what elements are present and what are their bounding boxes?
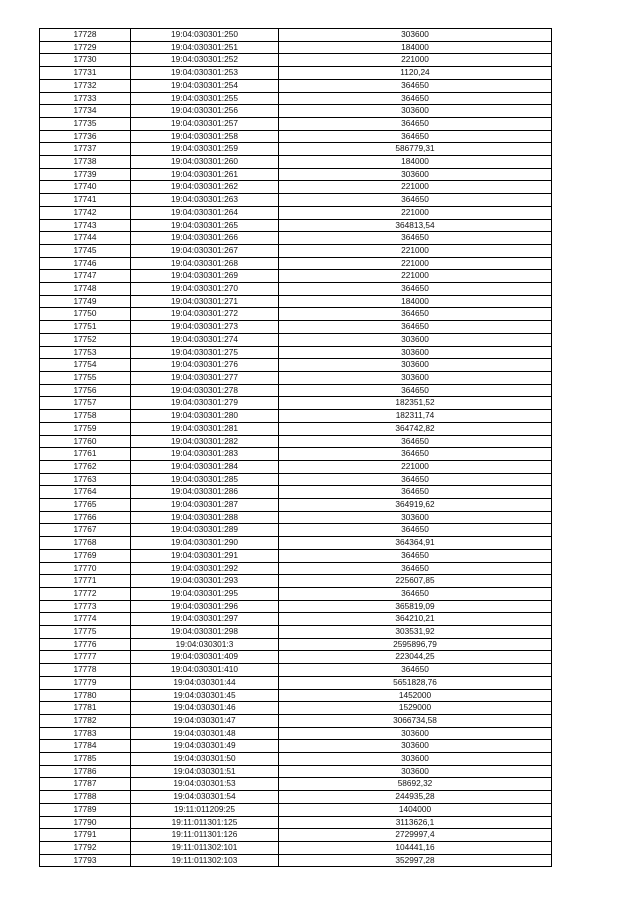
table-row xyxy=(40,117,552,130)
cadastral-number-cell: 19:04:030301:255 xyxy=(131,92,279,105)
value-cell: 364650 xyxy=(279,117,552,130)
value-cell: 303600 xyxy=(279,168,552,181)
table-row xyxy=(40,333,552,346)
table-row xyxy=(40,219,552,232)
cadastral-number-cell: 19:04:030301:251 xyxy=(131,41,279,54)
row-number-cell: 17788 xyxy=(40,791,131,804)
row-number-cell: 17739 xyxy=(40,168,131,181)
value-cell: 221000 xyxy=(279,54,552,67)
value-cell: 1120,24 xyxy=(279,67,552,80)
value-cell: 182351,52 xyxy=(279,397,552,410)
table-row xyxy=(40,270,552,283)
row-number-cell: 17781 xyxy=(40,702,131,715)
value-cell: 364650 xyxy=(279,79,552,92)
row-number-cell: 17778 xyxy=(40,664,131,677)
cadastral-number-cell: 19:04:030301:272 xyxy=(131,308,279,321)
value-cell: 5651828,76 xyxy=(279,676,552,689)
table-row xyxy=(40,244,552,257)
row-number-cell: 17755 xyxy=(40,371,131,384)
table-row xyxy=(40,460,552,473)
value-cell: 364650 xyxy=(279,549,552,562)
cadastral-number-cell: 19:04:030301:297 xyxy=(131,613,279,626)
table-row xyxy=(40,435,552,448)
cadastral-number-cell: 19:04:030301:283 xyxy=(131,448,279,461)
table-row xyxy=(40,105,552,118)
table-row xyxy=(40,130,552,143)
row-number-cell: 17753 xyxy=(40,346,131,359)
cadastral-number-cell: 19:11:011302:101 xyxy=(131,842,279,855)
table-row xyxy=(40,321,552,334)
cadastral-number-cell: 19:04:030301:280 xyxy=(131,410,279,423)
value-cell: 364650 xyxy=(279,321,552,334)
cadastral-number-cell: 19:04:030301:275 xyxy=(131,346,279,359)
table-row xyxy=(40,524,552,537)
cadastral-number-cell: 19:04:030301:258 xyxy=(131,130,279,143)
value-cell: 586779,31 xyxy=(279,143,552,156)
cadastral-number-cell: 19:04:030301:252 xyxy=(131,54,279,67)
value-cell: 364650 xyxy=(279,384,552,397)
value-cell: 364650 xyxy=(279,92,552,105)
table-row xyxy=(40,626,552,639)
value-cell: 303600 xyxy=(279,753,552,766)
value-cell: 364364,91 xyxy=(279,537,552,550)
value-cell: 3066734,58 xyxy=(279,714,552,727)
value-cell: 221000 xyxy=(279,206,552,219)
value-cell: 303600 xyxy=(279,511,552,524)
table-row xyxy=(40,156,552,169)
table-row xyxy=(40,41,552,54)
cadastral-number-cell: 19:04:030301:270 xyxy=(131,283,279,296)
row-number-cell: 17745 xyxy=(40,244,131,257)
row-number-cell: 17741 xyxy=(40,194,131,207)
value-cell: 365819,09 xyxy=(279,600,552,613)
table-row xyxy=(40,549,552,562)
cadastral-number-cell: 19:04:030301:271 xyxy=(131,295,279,308)
table-row xyxy=(40,727,552,740)
row-number-cell: 17751 xyxy=(40,321,131,334)
row-number-cell: 17729 xyxy=(40,41,131,54)
table-row xyxy=(40,740,552,753)
row-number-cell: 17792 xyxy=(40,842,131,855)
value-cell: 184000 xyxy=(279,41,552,54)
table-row xyxy=(40,410,552,423)
cadastral-number-cell: 19:11:011302:103 xyxy=(131,854,279,867)
value-cell: 303600 xyxy=(279,727,552,740)
cadastral-number-cell: 19:04:030301:410 xyxy=(131,664,279,677)
table-row xyxy=(40,511,552,524)
cadastral-number-cell: 19:04:030301:278 xyxy=(131,384,279,397)
row-number-cell: 17734 xyxy=(40,105,131,118)
value-cell: 303600 xyxy=(279,29,552,42)
table-row xyxy=(40,854,552,867)
cadastral-number-cell: 19:04:030301:292 xyxy=(131,562,279,575)
row-number-cell: 17772 xyxy=(40,587,131,600)
row-number-cell: 17764 xyxy=(40,486,131,499)
table-row xyxy=(40,308,552,321)
table-row xyxy=(40,778,552,791)
table-row xyxy=(40,79,552,92)
cadastral-number-cell: 19:04:030301:44 xyxy=(131,676,279,689)
value-cell: 1452000 xyxy=(279,689,552,702)
cadastral-number-cell: 19:04:030301:54 xyxy=(131,791,279,804)
row-number-cell: 17770 xyxy=(40,562,131,575)
row-number-cell: 17738 xyxy=(40,156,131,169)
table-row xyxy=(40,829,552,842)
value-cell: 303600 xyxy=(279,371,552,384)
table-body xyxy=(40,29,552,867)
cadastral-number-cell: 19:04:030301:274 xyxy=(131,333,279,346)
cadastral-number-cell: 19:04:030301:267 xyxy=(131,244,279,257)
row-number-cell: 17779 xyxy=(40,676,131,689)
table-row xyxy=(40,676,552,689)
row-number-cell: 17750 xyxy=(40,308,131,321)
cadastral-number-cell: 19:04:030301:273 xyxy=(131,321,279,334)
row-number-cell: 17774 xyxy=(40,613,131,626)
cadastral-number-cell: 19:04:030301:50 xyxy=(131,753,279,766)
value-cell: 244935,28 xyxy=(279,791,552,804)
value-cell: 364650 xyxy=(279,194,552,207)
table-row xyxy=(40,346,552,359)
cadastral-number-cell: 19:04:030301:291 xyxy=(131,549,279,562)
cadastral-number-cell: 19:04:030301:53 xyxy=(131,778,279,791)
value-cell: 364650 xyxy=(279,448,552,461)
row-number-cell: 17735 xyxy=(40,117,131,130)
value-cell: 3113626,1 xyxy=(279,816,552,829)
row-number-cell: 17759 xyxy=(40,422,131,435)
cadastral-number-cell: 19:04:030301:49 xyxy=(131,740,279,753)
value-cell: 303600 xyxy=(279,740,552,753)
value-cell: 221000 xyxy=(279,257,552,270)
value-cell: 184000 xyxy=(279,295,552,308)
table-row xyxy=(40,143,552,156)
table-row xyxy=(40,664,552,677)
value-cell: 303600 xyxy=(279,359,552,372)
table-row xyxy=(40,575,552,588)
cadastral-number-cell: 19:04:030301:259 xyxy=(131,143,279,156)
row-number-cell: 17736 xyxy=(40,130,131,143)
value-cell: 221000 xyxy=(279,460,552,473)
cadastral-number-cell: 19:04:030301:409 xyxy=(131,651,279,664)
table-row xyxy=(40,206,552,219)
table-row xyxy=(40,29,552,42)
table-row xyxy=(40,371,552,384)
cadastral-number-cell: 19:04:030301:3 xyxy=(131,638,279,651)
row-number-cell: 17766 xyxy=(40,511,131,524)
table-row xyxy=(40,714,552,727)
row-number-cell: 17771 xyxy=(40,575,131,588)
value-cell: 303531,92 xyxy=(279,626,552,639)
table-row xyxy=(40,54,552,67)
cadastral-number-cell: 19:04:030301:288 xyxy=(131,511,279,524)
cadastral-number-cell: 19:04:030301:293 xyxy=(131,575,279,588)
value-cell: 58692,32 xyxy=(279,778,552,791)
row-number-cell: 17776 xyxy=(40,638,131,651)
data-table xyxy=(39,28,552,867)
table-row xyxy=(40,499,552,512)
table-row xyxy=(40,257,552,270)
row-number-cell: 17777 xyxy=(40,651,131,664)
cadastral-number-cell: 19:04:030301:256 xyxy=(131,105,279,118)
value-cell: 225607,85 xyxy=(279,575,552,588)
row-number-cell: 17744 xyxy=(40,232,131,245)
table-row xyxy=(40,232,552,245)
table-row xyxy=(40,816,552,829)
table-row xyxy=(40,397,552,410)
cadastral-number-cell: 19:04:030301:298 xyxy=(131,626,279,639)
row-number-cell: 17756 xyxy=(40,384,131,397)
row-number-cell: 17785 xyxy=(40,753,131,766)
cadastral-number-cell: 19:04:030301:286 xyxy=(131,486,279,499)
row-number-cell: 17746 xyxy=(40,257,131,270)
value-cell: 364650 xyxy=(279,473,552,486)
table-row xyxy=(40,689,552,702)
cadastral-number-cell: 19:04:030301:257 xyxy=(131,117,279,130)
row-number-cell: 17784 xyxy=(40,740,131,753)
cadastral-number-cell: 19:04:030301:295 xyxy=(131,587,279,600)
value-cell: 223044,25 xyxy=(279,651,552,664)
value-cell: 364650 xyxy=(279,130,552,143)
row-number-cell: 17757 xyxy=(40,397,131,410)
value-cell: 1404000 xyxy=(279,803,552,816)
table-row xyxy=(40,587,552,600)
cadastral-number-cell: 19:04:030301:263 xyxy=(131,194,279,207)
table-row xyxy=(40,295,552,308)
row-number-cell: 17775 xyxy=(40,626,131,639)
value-cell: 221000 xyxy=(279,270,552,283)
cadastral-number-cell: 19:04:030301:284 xyxy=(131,460,279,473)
row-number-cell: 17789 xyxy=(40,803,131,816)
cadastral-number-cell: 19:04:030301:269 xyxy=(131,270,279,283)
cadastral-number-cell: 19:04:030301:250 xyxy=(131,29,279,42)
cadastral-number-cell: 19:11:011209:25 xyxy=(131,803,279,816)
cadastral-number-cell: 19:04:030301:282 xyxy=(131,435,279,448)
row-number-cell: 17733 xyxy=(40,92,131,105)
row-number-cell: 17791 xyxy=(40,829,131,842)
table-row xyxy=(40,803,552,816)
row-number-cell: 17754 xyxy=(40,359,131,372)
cadastral-number-cell: 19:11:011301:126 xyxy=(131,829,279,842)
value-cell: 364650 xyxy=(279,232,552,245)
cadastral-number-cell: 19:04:030301:254 xyxy=(131,79,279,92)
table-row xyxy=(40,702,552,715)
table-row xyxy=(40,168,552,181)
cadastral-number-cell: 19:04:030301:51 xyxy=(131,765,279,778)
value-cell: 182311,74 xyxy=(279,410,552,423)
value-cell: 221000 xyxy=(279,244,552,257)
row-number-cell: 17747 xyxy=(40,270,131,283)
table-row xyxy=(40,448,552,461)
table-row xyxy=(40,600,552,613)
row-number-cell: 17783 xyxy=(40,727,131,740)
cadastral-number-cell: 19:04:030301:260 xyxy=(131,156,279,169)
row-number-cell: 17760 xyxy=(40,435,131,448)
cadastral-number-cell: 19:11:011301:125 xyxy=(131,816,279,829)
row-number-cell: 17748 xyxy=(40,283,131,296)
row-number-cell: 17767 xyxy=(40,524,131,537)
cadastral-number-cell: 19:04:030301:289 xyxy=(131,524,279,537)
value-cell: 364650 xyxy=(279,283,552,296)
table-row xyxy=(40,791,552,804)
cadastral-number-cell: 19:04:030301:285 xyxy=(131,473,279,486)
value-cell: 1529000 xyxy=(279,702,552,715)
value-cell: 364650 xyxy=(279,435,552,448)
value-cell: 303600 xyxy=(279,765,552,778)
cadastral-number-cell: 19:04:030301:47 xyxy=(131,714,279,727)
table-row xyxy=(40,194,552,207)
row-number-cell: 17769 xyxy=(40,549,131,562)
table-row xyxy=(40,842,552,855)
value-cell: 352997,28 xyxy=(279,854,552,867)
row-number-cell: 17730 xyxy=(40,54,131,67)
cadastral-number-cell: 19:04:030301:48 xyxy=(131,727,279,740)
table-row xyxy=(40,638,552,651)
value-cell: 364650 xyxy=(279,524,552,537)
table-row xyxy=(40,562,552,575)
row-number-cell: 17765 xyxy=(40,499,131,512)
value-cell: 364210,21 xyxy=(279,613,552,626)
row-number-cell: 17763 xyxy=(40,473,131,486)
cadastral-number-cell: 19:04:030301:279 xyxy=(131,397,279,410)
value-cell: 364650 xyxy=(279,664,552,677)
table-row xyxy=(40,359,552,372)
value-cell: 364650 xyxy=(279,587,552,600)
row-number-cell: 17758 xyxy=(40,410,131,423)
cadastral-number-cell: 19:04:030301:268 xyxy=(131,257,279,270)
row-number-cell: 17728 xyxy=(40,29,131,42)
table-row xyxy=(40,283,552,296)
value-cell: 364650 xyxy=(279,562,552,575)
cadastral-number-cell: 19:04:030301:264 xyxy=(131,206,279,219)
value-cell: 303600 xyxy=(279,105,552,118)
row-number-cell: 17737 xyxy=(40,143,131,156)
cadastral-number-cell: 19:04:030301:45 xyxy=(131,689,279,702)
cadastral-number-cell: 19:04:030301:261 xyxy=(131,168,279,181)
value-cell: 303600 xyxy=(279,333,552,346)
cadastral-number-cell: 19:04:030301:281 xyxy=(131,422,279,435)
row-number-cell: 17768 xyxy=(40,537,131,550)
table-row xyxy=(40,422,552,435)
cadastral-number-cell: 19:04:030301:290 xyxy=(131,537,279,550)
table-row xyxy=(40,67,552,80)
table-row xyxy=(40,181,552,194)
cadastral-number-cell: 19:04:030301:276 xyxy=(131,359,279,372)
row-number-cell: 17761 xyxy=(40,448,131,461)
table-row xyxy=(40,92,552,105)
row-number-cell: 17780 xyxy=(40,689,131,702)
row-number-cell: 17793 xyxy=(40,854,131,867)
table-row xyxy=(40,753,552,766)
cadastral-number-cell: 19:04:030301:266 xyxy=(131,232,279,245)
cadastral-number-cell: 19:04:030301:265 xyxy=(131,219,279,232)
row-number-cell: 17786 xyxy=(40,765,131,778)
row-number-cell: 17742 xyxy=(40,206,131,219)
table-row xyxy=(40,613,552,626)
value-cell: 364919,62 xyxy=(279,499,552,512)
table-row xyxy=(40,473,552,486)
table-row xyxy=(40,651,552,664)
value-cell: 303600 xyxy=(279,346,552,359)
cadastral-number-cell: 19:04:030301:262 xyxy=(131,181,279,194)
cadastral-number-cell: 19:04:030301:253 xyxy=(131,67,279,80)
table-row xyxy=(40,765,552,778)
row-number-cell: 17749 xyxy=(40,295,131,308)
value-cell: 364742,82 xyxy=(279,422,552,435)
value-cell: 221000 xyxy=(279,181,552,194)
row-number-cell: 17782 xyxy=(40,714,131,727)
row-number-cell: 17740 xyxy=(40,181,131,194)
value-cell: 2729997,4 xyxy=(279,829,552,842)
row-number-cell: 17731 xyxy=(40,67,131,80)
value-cell: 104441,16 xyxy=(279,842,552,855)
row-number-cell: 17762 xyxy=(40,460,131,473)
cadastral-number-cell: 19:04:030301:46 xyxy=(131,702,279,715)
value-cell: 364650 xyxy=(279,486,552,499)
cadastral-number-cell: 19:04:030301:287 xyxy=(131,499,279,512)
value-cell: 364813,54 xyxy=(279,219,552,232)
row-number-cell: 17732 xyxy=(40,79,131,92)
row-number-cell: 17790 xyxy=(40,816,131,829)
value-cell: 364650 xyxy=(279,308,552,321)
row-number-cell: 17787 xyxy=(40,778,131,791)
cadastral-number-cell: 19:04:030301:296 xyxy=(131,600,279,613)
row-number-cell: 17743 xyxy=(40,219,131,232)
row-number-cell: 17773 xyxy=(40,600,131,613)
table-row xyxy=(40,384,552,397)
table-row xyxy=(40,537,552,550)
cadastral-number-cell: 19:04:030301:277 xyxy=(131,371,279,384)
table-row xyxy=(40,486,552,499)
row-number-cell: 17752 xyxy=(40,333,131,346)
value-cell: 2595896,79 xyxy=(279,638,552,651)
value-cell: 184000 xyxy=(279,156,552,169)
